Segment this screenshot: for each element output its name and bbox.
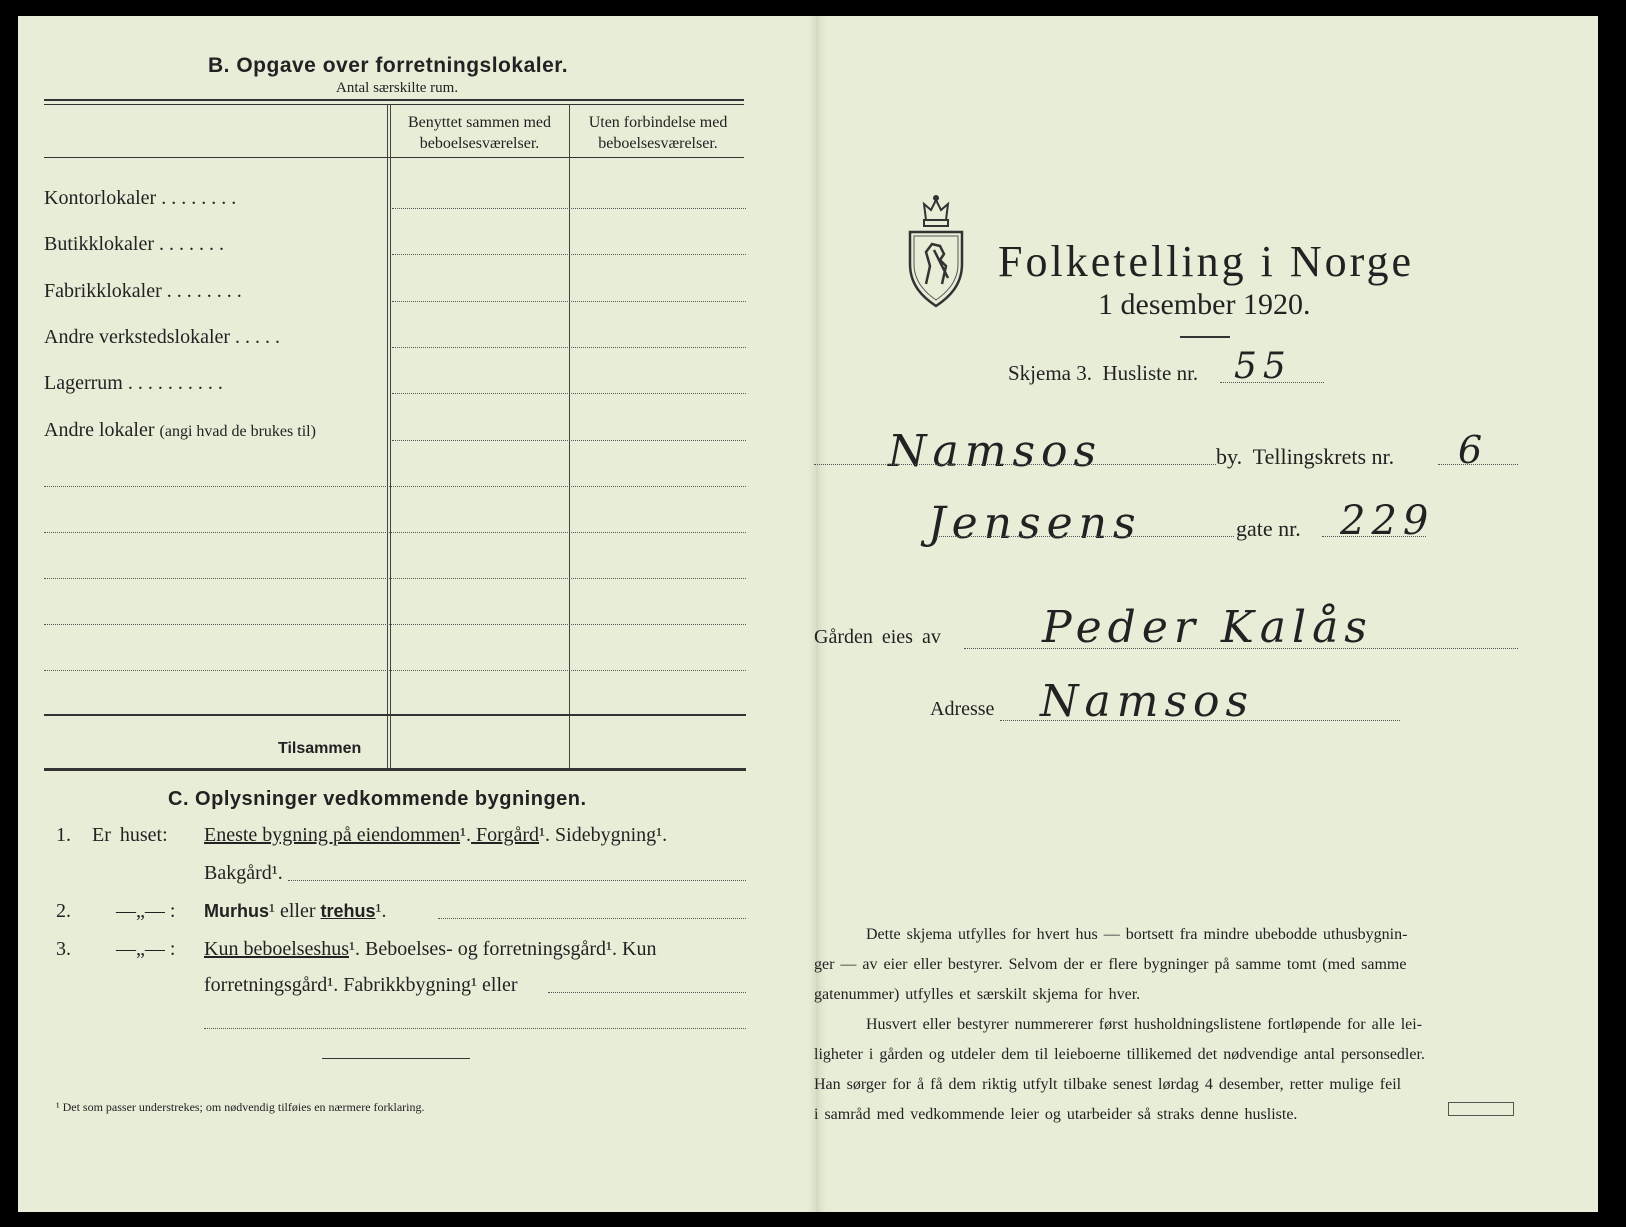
row-label-andre-verkstedslokaler: Andre verkstedslokaler . . . . . <box>44 326 281 348</box>
gate-number: 229 <box>1340 498 1435 544</box>
material-options: Murhus¹ eller trehus¹. <box>204 900 387 922</box>
entry-line <box>392 301 746 302</box>
husliste-number: 55 <box>1234 346 1292 387</box>
row-label-butikklokaler: Butikklokaler . . . . . . . <box>44 233 224 255</box>
option-murhus: Murhus <box>204 901 269 921</box>
column-header-line: Uten forbindelse med <box>588 114 728 131</box>
entry-line <box>392 347 746 348</box>
instruction-line: gatenummer) utfylles et særskilt skjema for hver. <box>814 986 1141 1003</box>
option-kun-beboelseshus: Kun beboelseshus <box>204 938 349 960</box>
divider-short <box>1180 336 1230 338</box>
instruction-line: Han sørger for å få dem riktig utfylt tilbake senest lørdag 4 desember, retter mulige feil <box>814 1076 1402 1093</box>
column-divider <box>569 104 570 768</box>
skjema-label: Skjema 3. Husliste nr. <box>1008 361 1199 385</box>
item-lead: —„— : <box>116 938 176 960</box>
census-date: 1 desember 1920. <box>1098 288 1311 321</box>
entry-line <box>204 1028 746 1029</box>
norwegian-coat-of-arms-icon <box>904 194 968 310</box>
entry-line <box>44 486 746 487</box>
option-trehus: trehus <box>320 901 376 921</box>
column-divider <box>387 104 388 768</box>
usage-options-continued: forretningsgård¹. Fabrikkbygning¹ eller <box>204 974 518 996</box>
city-name: Namsos <box>888 426 1103 477</box>
divider-short <box>322 1058 470 1059</box>
entry-line <box>44 670 746 671</box>
column-header-line: beboelsesværelser. <box>598 135 718 152</box>
instruction-line: Husvert eller bestyrer nummererer først husholdningslistene fortløpende for alle lei- <box>866 1016 1423 1033</box>
option-forgard: Forgård <box>471 824 540 846</box>
entry-line <box>44 624 746 625</box>
building-type-options: Eneste bygning på eiendommen¹. Forgård¹. Sidebygning¹. <box>204 824 668 846</box>
row-label-lagerrum: Lagerrum . . . . . . . . . . <box>44 372 223 394</box>
instructions <box>814 920 1516 1130</box>
instruction-line: ligheter i gården og utdeler dem til leieboerne tillikemed det nødvendige antal personsedler. <box>814 1046 1425 1063</box>
census-title: Folketelling i Norge <box>998 237 1415 286</box>
section-b-title: B. Opgave over forretningslokaler. <box>208 54 569 77</box>
usage-options: Kun beboelseshus¹. Beboelses- og forretningsgård¹. Kun <box>204 938 657 960</box>
option-bakgard: Bakgård¹. <box>204 862 283 884</box>
entry-line <box>392 393 746 394</box>
rule <box>44 768 746 771</box>
instruction-line: Dette skjema utfylles for hvert hus — bortsett fra mindre ubebodde uthusbygnin- <box>866 926 1408 943</box>
entry-line <box>392 440 746 441</box>
option-sidebygning: Sidebygning <box>550 824 657 846</box>
total-label: Tilsammen <box>278 740 362 757</box>
item-number: 1. <box>56 824 71 846</box>
column-header-combined <box>390 112 569 154</box>
entry-line <box>814 464 1216 465</box>
column-divider <box>390 104 391 768</box>
column-header-line: beboelsesværelser. <box>419 135 540 152</box>
address-label: Adresse <box>930 698 995 720</box>
column-header-line: Benyttet sammen med <box>407 114 552 131</box>
entry-line <box>288 880 746 881</box>
tellingskrets-number: 6 <box>1458 428 1489 472</box>
instruction-line: i samråd med vedkommende leier og utarbeider så straks denne husliste. <box>814 1106 1298 1123</box>
entry-line <box>392 254 746 255</box>
printer-stamp <box>1448 1102 1514 1116</box>
gate-label: gate nr. <box>1236 516 1301 541</box>
rule <box>44 104 744 105</box>
owner-name: Peder Kalås <box>1042 602 1373 653</box>
street-name: Jensens <box>928 498 1142 549</box>
rule <box>44 99 744 101</box>
item-lead: —„— : <box>116 900 176 922</box>
item-number: 3. <box>56 938 71 960</box>
entry-line <box>1438 464 1518 465</box>
column-header-separate <box>570 112 746 154</box>
by-label: by. Tellingskrets nr. <box>1216 444 1395 469</box>
entry-line <box>1220 382 1324 383</box>
instruction-line: ger — av eier eller bestyrer. Selvom der er flere bygninger på samme tomt (med samme <box>814 956 1407 973</box>
census-form-sheet <box>18 16 1598 1212</box>
entry-line <box>548 992 746 993</box>
section-b-subtitle: Antal særskilte rum. <box>336 80 459 96</box>
rule <box>44 157 744 158</box>
entry-line <box>44 578 746 579</box>
item-lead: Er huset: <box>92 824 168 846</box>
rule <box>44 714 746 716</box>
row-label-fabrikklokaler: Fabrikklokaler . . . . . . . . <box>44 280 242 302</box>
address-value: Namsos <box>1040 676 1255 727</box>
entry-line <box>936 536 1234 537</box>
entry-line <box>1000 720 1400 721</box>
owner-label: Gården eies av <box>814 626 941 648</box>
entry-line <box>964 648 1518 649</box>
row-label-kontorlokaler: Kontorlokaler . . . . . . . . <box>44 187 237 209</box>
footnote: ¹ Det som passer understrekes; om nødvendig tilføies en nærmere forklaring. <box>56 1100 425 1114</box>
entry-line <box>44 532 746 533</box>
item-number: 2. <box>56 900 71 922</box>
entry-line <box>1322 536 1426 537</box>
entry-line <box>392 208 746 209</box>
option-eneste-bygning: Eneste bygning på eiendommen <box>204 824 461 846</box>
row-label-andre-lokaler: Andre lokaler (angi hvad de brukes til) <box>44 419 316 441</box>
entry-line <box>438 918 746 919</box>
section-c-title: C. Oplysninger vedkommende bygningen. <box>168 788 587 810</box>
